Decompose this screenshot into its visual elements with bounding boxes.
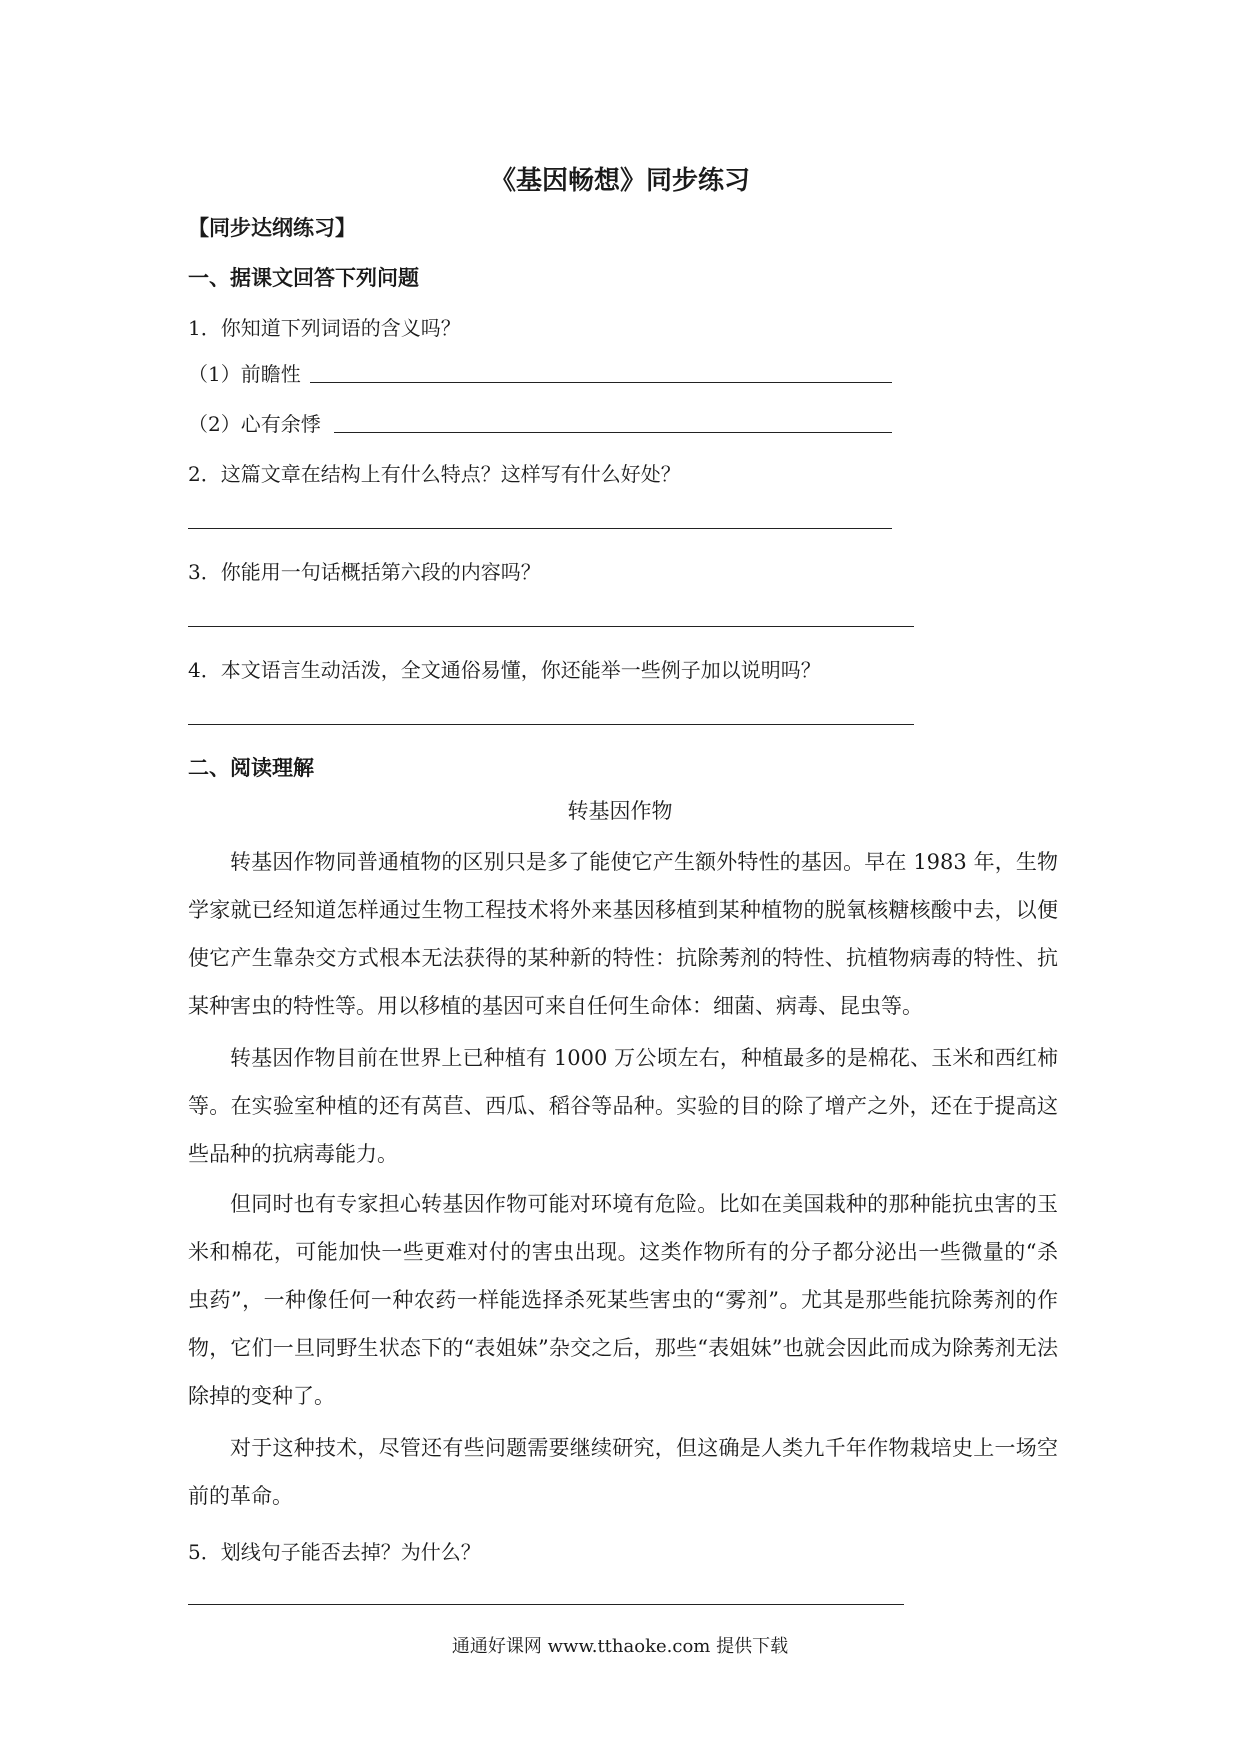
question-1: 1．你知道下列词语的含义吗？: [188, 316, 461, 340]
answer-line-2: [188, 528, 892, 529]
question-4: 4．本文语言生动活泼，全文通俗易懂，你还能举一些例子加以说明吗？: [188, 658, 821, 682]
answer-line-1-2: [334, 432, 892, 433]
part1-heading: 一、据课文回答下列问题: [188, 265, 419, 290]
question-3: 3．你能用一句话概括第六段的内容吗？: [188, 560, 541, 584]
question-5: 5．划线句子能否去掉？为什么？: [188, 1540, 481, 1564]
passage-paragraph-4: 对于这种技术，尽管还有些问题需要继续研究，但这确是人类九千年作物栽培史上一场空前的革命。: [188, 1436, 1058, 1508]
answer-line-4: [188, 724, 914, 725]
question-1-sub-1: （1）前瞻性: [188, 362, 301, 386]
section-tag: 【同步达纲练习】: [188, 215, 356, 240]
passage-paragraph-1: 转基因作物同普通植物的区别只是多了能使它产生额外特性的基因。早在 1983 年，生物学家就已经知道怎样通过生物工程技术将外来基因移植到某种植物的脱氧核糖核酸中去，以便使它产生靠杂交方式根本无法获得的某种新的特性：抗除莠剂的特性、抗植物病毒的特性、抗某种害虫的特性等。用以移植的基因可来自任何生命体：细菌、病毒、昆虫等。: [188, 850, 1058, 1018]
footer-credit: 通通好课网 www.tthaoke.com 提供下载: [451, 1636, 789, 1657]
question-1-sub-2: （2）心有余悸: [188, 412, 321, 436]
question-2: 2．这篇文章在结构上有什么特点？这样写有什么好处？: [188, 462, 681, 486]
answer-line-1-1: [310, 382, 892, 383]
passage-paragraph-2: 转基因作物目前在世界上已种植有 1000 万公顷左右，种植最多的是棉花、玉米和西红柿等。在实验室种植的还有莴苣、西瓜、稻谷等品种。实验的目的除了增产之外，还在于提高这些品种的抗病毒能力。: [188, 1046, 1058, 1166]
passage-title: 转基因作物: [567, 799, 673, 823]
part2-heading: 二、阅读理解: [188, 755, 314, 780]
page-title: 《基因畅想》同步练习: [489, 166, 750, 196]
answer-line-5: [188, 1604, 904, 1605]
passage-paragraph-3: 但同时也有专家担心转基因作物可能对环境有危险。比如在美国栽种的那种能抗虫害的玉米和棉花，可能加快一些更难对付的害虫出现。这类作物所有的分子都分泌出一些微量的“杀虫药”，一种像任何一种农药一样能选择杀死某些害虫的“雾剂”。尤其是那些能抗除莠剂的作物，它们一旦同野生状态下的“表姐妹”杂交之后，那些“表姐妹”也就会因此而成为除莠剂无法除掉的变种了。: [188, 1192, 1058, 1408]
answer-line-3: [188, 626, 914, 627]
